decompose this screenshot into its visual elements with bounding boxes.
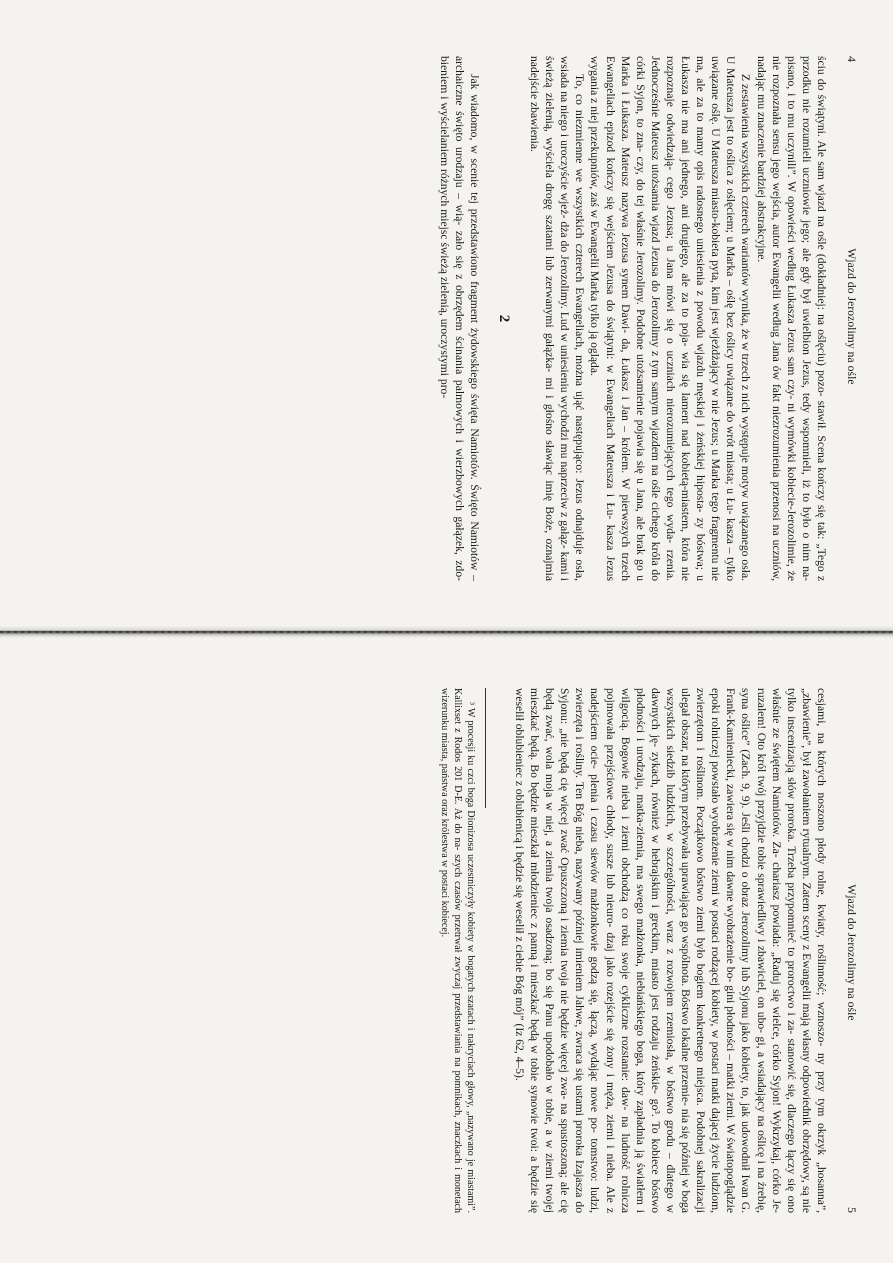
- page-number: 5: [845, 1207, 859, 1213]
- left-page: [0, 0, 893, 631]
- paragraph: Jak wiadomo, w scenie tej przedstawiono fragment żydowskiego święta Namiotów. Święto Namiotów – archaiczne święto urodzaju – wią- zało się z obrzędem ścinania palmowych i wierzbowych gałązek, zdo- bieniem i wyścielaniem różnych miejsc świeżą zielenią, uroczystymi pro-: [437, 56, 481, 581]
- paragraph: To, co niezmienne we wszystkich czterech Ewangeliach, można ująć następująco: Jezus odnajduje osła, wsiada na niego i uroczyście wjeż- dża do Jerozolimy. Lud w uniesieniu wychodzi mu naprzeciw z gałąz- kami i świeżą zielenią, wyściela drogę szatami lub zerwanymi gałązka- mi i głośno sławiąc imię Boże, oznajmia nadejście zbawienia.: [528, 56, 587, 581]
- running-title: Wjazd do Jerozolimy na ośle: [845, 884, 857, 1021]
- paragraph: ściu do świątyni. Ale sam wjazd na ośle (dokładniej: na oślęciu) pozo- stawił. Scena kończy się tak: „Tego z przodku nie rozumieli uczniowie jego; ale gdy był uwielbion Jezus, tedy wspomnieli, iż to było o nim na- pisano, i to mu uczynili”. W opowieści według Łukasza Jezus sam czy- ni wymówki kobiecie-Jerozolimie, że nie rozpoznała sensu jego wejścia, autor Ewangelii według Jana ów fakt niezrozumienia przenosi na uczniów, nadając mu znaczenie bardziej abstrakcyjne.: [754, 56, 828, 581]
- footnote: ³ W procesji ku czci boga Dionizosa uczestniczyły kobiety w bogatych szatach i nakryciach głowy, „nazywano je miastami”. Kallixset z Rodos 201 D-E. Aż do na- szych czasów przetrwał zwyczaj przedstawiania na pomnikach, znaczkach i monetach wizerunku miasta, państwa oraz królestwa w postaci kobiecej.: [438, 688, 476, 1213]
- paragraph: Z zestawienia wszystkich czterech wariantów wynika, że w trzech z nich występuje motyw uwiązanego osła. U Mateusza jest to oślica z oślęciem; u Marka – oślę bez oślicy uwiązane do wrót miasta; u Łu- kasza – tylko uwiązane oślę. U Mateusza miasto-kobieta pyta, kim jest wjeżdżający w nie Jezus; u Marka tego fragmentu nie ma, ale za to mamy opis radosnego uniesienia z powodu wjazdu męskiej i żeńskiej hiposta- zy bóstwa; u Łukasza nie ma ani jednego, ani drugiego, ale za to poja- wia się lament nad kobietą-miastem, która nie rozpoznaje odwiedzają- cego Jezusa; u Jana mówi się o uczniach nierozumiejących tego wyda- rzenia. Jednocześnie Mateusz utożsamia wjazd Jezusa do Jerozolimy z tym samym wjazdem na ośle cichego króla do córki Syjon, to zna- czy, do tej właśnie Jerozolimy. Podobne utożsamienie pojawia się u Jana, ale brak go u Marka i Łukasza. Mateusz nazywa Jezusa synem Dawi- da, Łukasz i Jan – królem. W pierwszych trzech Ewangeliach epizod kończy się wejściem Jezusa do świątyni: w Ewangeliach Mateusza i Łu- kasza Jezus wygania z niej przekupniów, zaś w Ewangelii Marka tylko ją ogląda.: [588, 56, 753, 581]
- paragraph: cesjami, na których noszono płody rolne, kwiaty, roślinność; wznoszo- ny przy tym okrzyk „hosanna”, „zbawienie”, był zawołaniem rytualnym. Zatem sceny z Ewangelii mają własny odpowiednik obrzędowy, są nie tylko inscenizacją słów proroka. Trzeba przypomnieć to proroctwo i za- stanowić się, dlaczego łączy się ono właśnie ze świętem Namiotów. Za- chariasz powiada: „Raduj się wielce, córko Syjon! Wykrzykaj, córko Je- ruzalem! Oto król twój przyjdzie tobie sprawiedliwy i zbawiciel, on ubo- gi, a wsiadający na oślicę i na źrebię, syna oślice” (Zach. 9, 9). Jeśli chodzi o obraz Jerozolimy lub Syjonu jako kobiety, to, jak udowodnił Iwan G. Frank-Kamieniecki, zawiera się w nim dawne wyobrażenie bo- gini płodności – matki ziemi. W światopoglądzie epoki rolniczej powstało wyobrażenie ziemi w postaci rodzącej kobiety, w postaci matki dającej życie ludziom, zwierzętom i roślinom. Początkowo bóstwo ziemi było bogiem konkretnego miejsca. Podobnej sakralizacji ulegał obszar, na którym przebywała uprawiająca go wspólnota. Bóstwo lokalne przemie- nia się później w boga wszystkich siedzib ludzkich, w szczególności, wraz z rozwojem rzemiosła, w bóstwo grodu – dlatego w dawnych ję- zykach, również w hebrajskim i greckim, miasto jest rodzaju żeńskie- go³. To kobiece bóstwo płodności i urodzaju, matka-ziemia, ma swego małżonka, niebiańskiego boga, który zapładnia ją światłem i wilgocią. Bogowie nieba i ziemi obchodzą co roku swoje cykliczne rozstanie: daw- na ludność rolnicza pojmowała przejściowe chłody, susze lub nieuro- dzaj jako rozejście się żony i męża, ziemi i nieba. Ale z nadejściem ocie- plenia i czasu siewów małżonkowie godzą się, łączą, wydając nowe po- tomstwo: ludzi, zwierzęta i rośliny. Ten Bóg nieba, nazywany później imieniem Jahwe, zwraca się ustami proroka Izajasza do Syjonu: „nie będą cię więcej zwać Opuszczoną i ziemia twoja nie będzie więcej zwa- na spustoszoną; ale cię będą zwać, wola moja w niej, a ziemia twoja osadzoną; bo się Panu upodobało w tobie, a w ziemi twojej mieszkać będą. Bo będzie mieszkał młodzieniec z panną i mieszkać będą w tobie synowie twoi: a będzie się weselił oblubieniec z oblubienicą i będzie się weselił z ciebie Bóg mój” (Iz 62, 4–5).: [513, 688, 828, 1213]
- left-page-scan: [0, 0, 893, 631]
- running-head: [843, 688, 859, 1213]
- section-number: 2: [496, 314, 513, 323]
- right-page-scan: [0, 632, 893, 1263]
- running-head: [843, 56, 859, 581]
- page-number: 4: [845, 56, 859, 62]
- running-title: Wjazd do Jerozolimy na ośle: [845, 248, 857, 385]
- footnote-rule: [485, 688, 486, 808]
- right-page: [0, 632, 893, 1263]
